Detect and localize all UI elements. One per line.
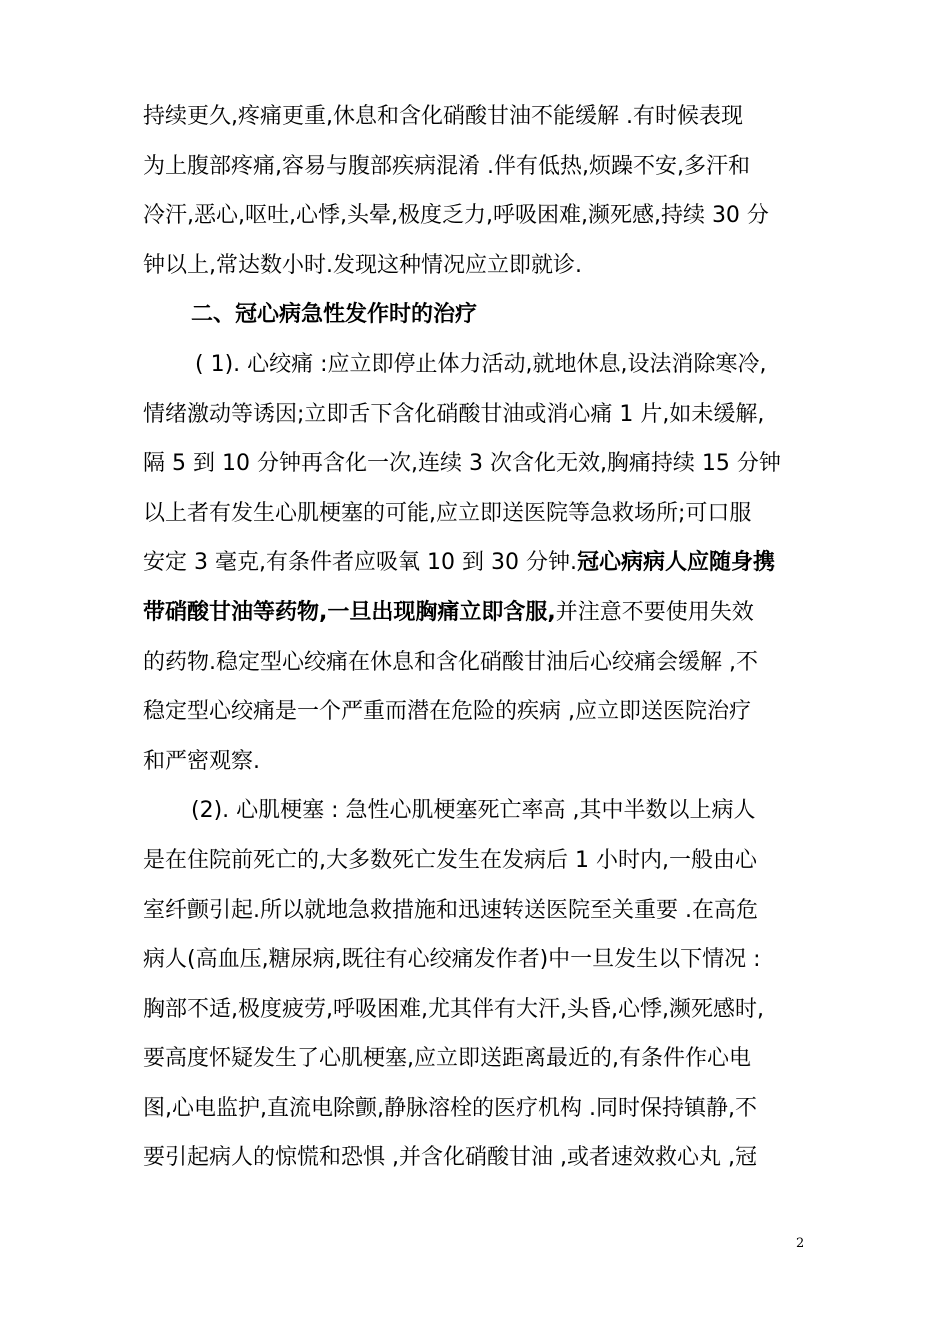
text-line — [143, 538, 808, 588]
text-line: 室纤颤引起.所以就地急救措施和迅速转送医院至关重要 .在高危 — [143, 897, 758, 923]
text-line: 要高度怀疑发生了心肌梗塞,应立即送距离最近的,有条件作心电 — [143, 1046, 751, 1072]
text-line: 要引起病人的惊慌和恐惧 ,并含化硝酸甘油 ,或者速效救心丸 ,冠 — [143, 1145, 757, 1171]
text-line: 隔 5 到 10 分钟再含化一次,连续 3 次含化无效,胸痛持续 15 分钟 — [143, 451, 781, 477]
text-line: (2). 心肌梗塞 : 急性心肌梗塞死亡率高 ,其中半数以上病人 — [191, 798, 756, 824]
text-line: 胸部不适,极度疲劳,呼吸困难,尤其伴有大汗,头昏,心悸,濒死感时, — [143, 996, 764, 1022]
text-line: 钟以上,常达数小时.发现这种情况应立即就诊. — [143, 252, 582, 278]
text-line: 和严密观察. — [143, 748, 260, 774]
text-line: 病人(高血压,糖尿病,既往有心绞痛发作者)中一旦发生以下情况 : — [143, 947, 761, 973]
text-line: 为上腹部疼痛,容易与腹部疾病混淆 .伴有低热,烦躁不安,多汗和 — [143, 153, 750, 179]
text-line — [143, 588, 808, 638]
text-line: 的药物.稳定型心绞痛在休息和含化硝酸甘油后心绞痛会缓解 ,不 — [143, 649, 758, 675]
text-line: 冷汗,恶心,呕吐,心悸,头晕,极度乏力,呼吸困难,濒死感,持续 30 分 — [143, 203, 769, 229]
text-bold-segment: 冠心病病人应随身携 — [576, 550, 775, 576]
text-line: 稳定型心绞痛是一个严重而潜在危险的疾病 ,应立即送医院治疗 — [143, 699, 751, 725]
text-normal-segment: 安定 3 毫克,有条件者应吸氧 10 到 30 分钟. — [143, 550, 577, 576]
text-line: 是在住院前死亡的,大多数死亡发生在发病后 1 小时内,一般由心 — [143, 847, 757, 873]
text-line: 持续更久,疼痛更重,休息和含化硝酸甘油不能缓解 .有时候表现 — [143, 104, 743, 129]
section-heading: 二、冠心病急性发作时的治疗 — [191, 302, 478, 328]
text-line: 情绪激动等诱因;立即舌下含化硝酸甘油或消心痛 1 片,如未缓解, — [143, 401, 765, 427]
text-line: 图,心电监护,直流电除颤,静脉溶栓的医疗机构 .同时保持镇静,不 — [143, 1095, 757, 1121]
page-number: 2 — [796, 1236, 805, 1251]
body-text — [143, 92, 808, 1183]
text-line: 以上者有发生心肌梗塞的可能,应立即送医院等急救场所;可口服 — [143, 500, 752, 526]
text-bold-segment: 带硝酸甘油等药物,一旦出现胸痛立即含服, — [143, 599, 556, 625]
text-line: ( 1). 心绞痛 :应立即停止体力活动,就地休息,设法消除寒冷, — [195, 351, 767, 377]
text-normal-segment: 并注意不要使用失效 — [555, 599, 754, 625]
